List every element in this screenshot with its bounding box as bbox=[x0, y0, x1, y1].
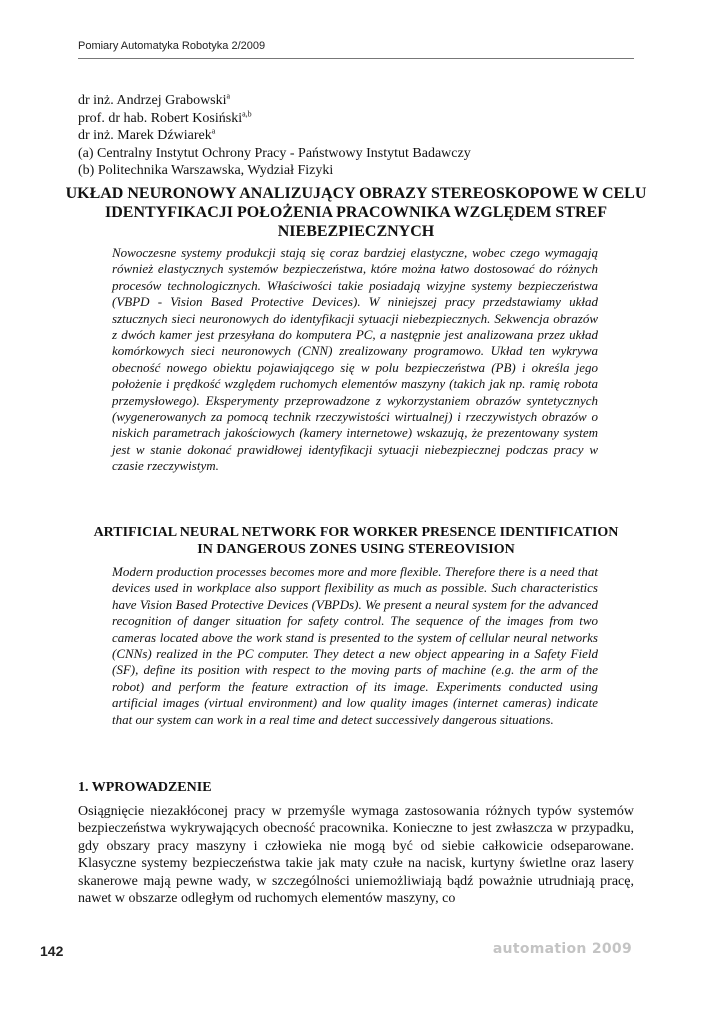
title-english: ARTIFICIAL NEURAL NETWORK FOR WORKER PRESENCE IDENTIFICATION IN DANGEROUS ZONES USING STEREOVISION bbox=[93, 525, 619, 557]
journal-mark: automation 2009 bbox=[492, 941, 632, 957]
page-number: 142 bbox=[40, 943, 64, 959]
section-heading: 1. WPROWADZENIE bbox=[78, 780, 212, 795]
title-polish: UKŁAD NEURONOWY ANALIZUJĄCY OBRAZY STEREOSKOPOWE W CELU IDENTYFIKACJI POŁOŻENIA PRACOWNIKA WZGLĘDEM STREF NIEBEZPIECZNYCH bbox=[65, 185, 647, 240]
author-3: dr inż. Marek Dźwiarek$^a$ bbox=[78, 126, 216, 143]
header-rule bbox=[78, 58, 634, 59]
author-2: prof. dr hab. Robert Kosiński$^{a,b}$ bbox=[78, 108, 252, 126]
author-block bbox=[78, 92, 638, 180]
abstract-polish: Nowoczesne systemy produkcji stają się coraz bardziej elastyczne, wobec czego wymagają również elastycznych systemów bezpieczeństwa, które można łatwo dostosować do różnych procesów technologicznych. Właściwości takie posiadają wizyjne systemy bezpieczeństwa (VBPD - Vision Based Protective Devices). W niniejszej pracy przedstawiamy układ sztucznych sieci neuronowych do identyfikacji sytuacji niebezpiecznych. Sekwencja obrazów z dwóch kamer jest przesyłana do komputera PC, a następnie jest analizowana przez układ komórkowych sieci neuronowych (CNN) zrealizowany programowo. Układ ten wykrywa obecność nowego obiektu pojawiającego się w polu bezpieczeństwa (PB) i określa jego położenie i prędkość względem ruchomych elementów maszyny (takich jak np. ramię robota przemysłowego). Eksperymenty przeprowadzone z wykorzystaniem obrazów syntetycznych (wygenerowanych za pomocą technik rzeczywistości wirtualnej) i rzeczywistych obrazów o niskich parametrach jakościowych (kamery internetowe) wskazują, że prezentowany system jest w stanie dokonać prawidłowej identyfikacji sytuacji niebezpiecznej podczas pracy w czasie rzeczywistym. bbox=[112, 245, 598, 474]
running-header: Pomiary Automatyka Robotyka 2/2009 bbox=[78, 40, 266, 52]
affiliation-a: (a) Centralny Instytut Ochrony Pracy - Państwowy Instytut Badawczy bbox=[78, 145, 471, 161]
section-body: Osiągnięcie niezakłóconej pracy w przemyśle wymaga zastosowania różnych typów systemów bezpieczeństwa wykrywających obecność pracownika. Konieczne to jest zwłaszcza w przypadku, gdy obszary pracy maszyny i człowieka nie mogą być od siebie całkowicie odseparowane. Klasyczne systemy bezpieczeństwa takie jak maty czułe na nacisk, kurtyny świetlne oraz lasery skanerowe mają pewne wady, w szczególności uniemożliwiają bądź poważnie utrudniają pracę, nawet w obszarze odległym od ruchomych elementów maszyny, co bbox=[78, 804, 634, 907]
affiliation-b: (b) Politechnika Warszawska, Wydział Fizyki bbox=[78, 163, 334, 178]
abstract-english: Modern production processes becomes more and more flexible. Therefore there is a need that devices used in workplace also support flexibility as much as possible. Such characteristics have Vision Based Protective Devices (VBPDs). We present a neural system for the advanced recognition of danger situation for safety control. The sequence of the images from two cameras located above the work stand is presented to the system of cellular neural networks (CNNs) realized in the PC computer. They detect a new object appearing in a Safety Field (SF), define its position with respect to the moving parts of machine (e.g. the arm of the robot) and perform the feature extraction of its image. Experiments conducted using artificial images (virtual environment) and low quality images (internet cameras) indicate that our system can work in a real time and detect successively dangerous situations. bbox=[112, 564, 598, 727]
author-1: dr inż. Andrzej Grabowski$^a$ bbox=[78, 91, 231, 108]
